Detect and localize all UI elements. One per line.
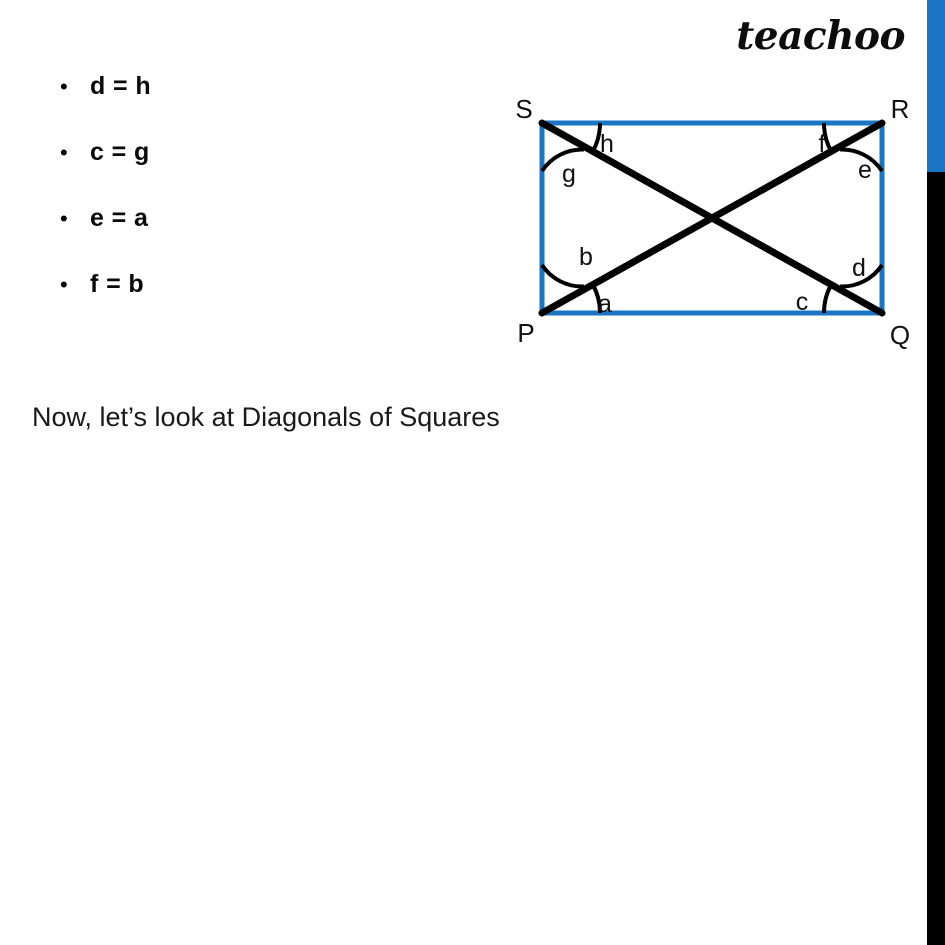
angle-label-d: d: [852, 254, 866, 282]
bullet-item-label-4: f = b: [90, 270, 145, 298]
bullet-marker-icon: •: [60, 140, 68, 165]
angle-label-a: a: [598, 290, 612, 318]
angle-label-h: h: [600, 130, 614, 158]
angle-arc-h: [593, 123, 600, 151]
vertex-label-s: S: [515, 94, 533, 124]
list-item: [60, 140, 390, 206]
angle-label-b: b: [579, 243, 593, 271]
rectangle-diagonals-figure: [500, 90, 930, 365]
list-item: [60, 206, 390, 272]
bullet-marker-icon: •: [60, 206, 68, 231]
vertex-label-q: Q: [889, 320, 911, 350]
vertex-label-r: R: [890, 94, 910, 124]
bullet-item-label-3: e = a: [90, 204, 149, 232]
angle-label-e: e: [858, 156, 872, 184]
angle-label-g: g: [562, 160, 576, 188]
angle-arc-c: [824, 285, 831, 313]
equalities-bullet-list: [60, 74, 390, 338]
bullet-item-label-2: c = g: [90, 138, 150, 166]
teachoo-logo: teachoo: [736, 13, 905, 59]
bullet-marker-icon: •: [60, 272, 68, 297]
transition-sentence: Now, let’s look at Diagonals of Squares: [32, 402, 500, 432]
list-item: [60, 74, 390, 140]
angle-label-c: c: [795, 288, 809, 316]
angle-arc-b: [542, 265, 584, 287]
list-item: [60, 272, 390, 338]
bullet-item-label-1: d = h: [90, 72, 152, 100]
bullet-marker-icon: •: [60, 74, 68, 99]
angle-label-f: f: [818, 130, 826, 158]
vertex-label-p: P: [517, 318, 535, 348]
